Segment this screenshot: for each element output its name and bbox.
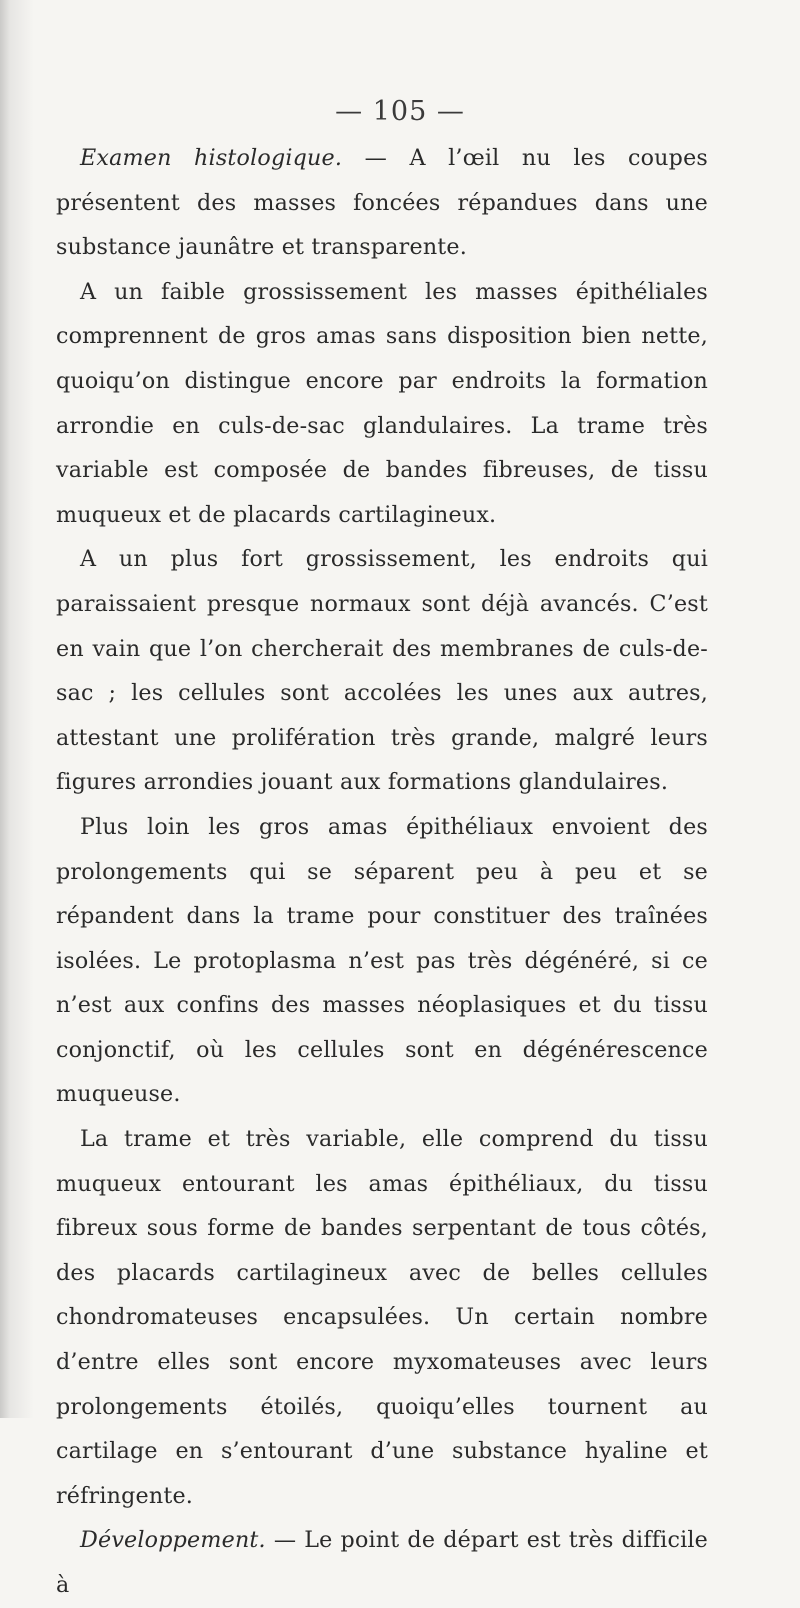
paragraph-developpement [56, 1518, 708, 1607]
paragraph-text: — Le point de départ est très difficile à [56, 1527, 708, 1598]
section-heading-developpement: Développement. [80, 1527, 266, 1554]
paragraph: Plus loin les gros amas épithéliaux envoient des prolongements qui se séparent peu à peu et se répandent dans la trame pour constituer des traînées isolées. Le protoplasma n’est pas très dégénéré, si ce n’est aux confins des masses néoplasiques et du tissu conjonctif, où les cellules sont en dégénérescence muqueuse. [56, 813, 708, 1108]
page-number: — 105 — [335, 96, 465, 127]
paragraph-text: — A l’œil nu les coupes présentent des masses foncées répandues dans une substance jaunâtre et transparente. [56, 145, 708, 261]
paragraph: A un plus fort grossissement, les endroits qui paraissaient presque normaux sont déjà avancés. C’est en vain que l’on chercherait des membranes de culs-de-sac ; les cellules sont accolées les unes aux autres, attestant une prolifération très grande, malgré leurs figures arrondies jouant aux formations glandulaires. [56, 546, 708, 796]
paragraph-examen-histologique [56, 136, 708, 270]
paragraph: La trame et très variable, elle comprend du tissu muqueux entourant les amas épithéliaux, du tissu fibreux sous forme de bandes serpentant de tous côtés, des placards cartilagineux avec de belles cellules chondromateuses encapsulées. Un certain nombre d’entre elles sont encore myxomateuses avec leurs prolongements étoilés, quoiqu’elles tournent au cartilage en s’entourant d’une substance hyaline et réfringente. [56, 1126, 708, 1509]
paragraph: A un faible grossissement les masses épithéliales comprennent de gros amas sans disposition bien nette, quoiqu’on distingue encore par endroits la formation arrondie en culs-de-sac glandulaires. La trame très variable est composée de bandes fibreuses, de tissu muqueux et de placards cartilagineux. [56, 278, 708, 528]
section-heading-examen-histologique: Examen histologique. [80, 145, 343, 171]
body-text [56, 136, 708, 1608]
